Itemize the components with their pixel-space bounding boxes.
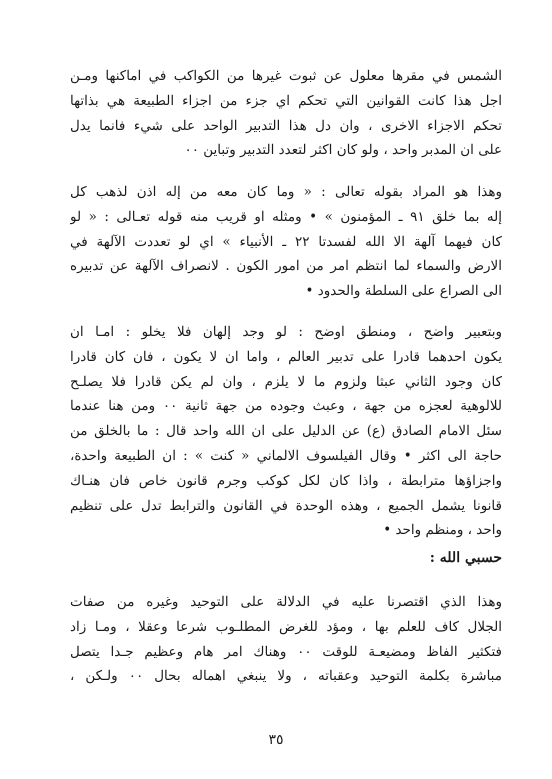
text-line: تحكم الاجزاء الاخرى ، وان دل هذا التدبير الواحد على شيء فانما يدل — [70, 117, 502, 134]
paragraph-1 — [70, 64, 502, 163]
text-line: الشمس في مقرها معلول عن ثبوت غيرها من الكواكب في اماكنها ومـن — [70, 68, 502, 84]
paragraph-3 — [70, 320, 502, 543]
section-heading: حسبي الله : — [429, 550, 502, 566]
text-line: يكون احدهما قادرا على تدبير العالم ، واما ان لا يكون ، فان كان قادرا — [70, 348, 502, 365]
text-line: وهذا الذي اقتصرنا عليه في الدلالة على التوحيد وغيره من صفات — [70, 594, 502, 610]
text-line: الى الصراع على السلطة والحدود • — [305, 283, 502, 300]
text-line: الارض والسماء لما انتظم امر من امور الكون . لانصراف الآلهة عن تدبيره — [70, 258, 502, 275]
text-line: حاجة الى اكثر • وقال الفيلسوف الالماني « كنت » : ان الطبيعة واحدة، — [70, 447, 502, 464]
text-line: للالوهية لعجزه من جهة ، وعبث وجوده من جهة ثانية ٠٠ ومن هنا عندما — [70, 398, 502, 415]
paragraph-4 — [70, 590, 502, 689]
text-line: الجلال كاف للعلم بها ، ومؤد للغرض المطلـوب شرعا وعقلا ، ومـا زاد — [70, 618, 502, 635]
text-line: وبتعبير واضح ، ومنطق اوضح : لو وجد إلهان فلا يخلو : امـا ان — [70, 324, 502, 340]
text-line: إله بما خلق ٩١ ـ المؤمنون » • ومثله او قريب منه قوله تعـالى : « لو — [70, 208, 502, 225]
text-line: كان وجود الثاني عبثا ولزوم ما لا يلزم ، وان لم يكن قادرا فلا يصلـح — [70, 373, 502, 390]
text-line: وهذا هو المراد بقوله تعالى : « وما كان معه من إله اذن لذهب كل — [70, 184, 502, 200]
text-line: واجزاؤها مترابطة ، واذا كان لكل كوكب وجرم قانون خاص فان هنـاك — [70, 472, 502, 489]
text-line: سئل الامام الصادق (ع) عن الدليل على ان الله واحد قال : ما بالخلق من — [70, 423, 502, 440]
text-line: اجل هذا كانت القوانين التي تحكم اي جزء من اجزاء الطبيعة هي بذاتها — [70, 92, 502, 109]
text-line: على ان المدبر واحد ، ولو كان اكثر لتعدد التدبير وتباين ٠٠ — [184, 142, 502, 159]
page-number: ٣٥ — [268, 732, 284, 748]
paragraph-2 — [70, 180, 502, 304]
text-line: مباشرة بكلمة التوحيد وعقباته ، ولا ينبغي اهماله بحال ٠٠ ولـكن ، — [70, 668, 502, 685]
text-line: فتكثير الفاظ ومضيعـة للوقت ٠٠ وهناك امر هام وعظيم جـدا يتصل — [70, 643, 502, 660]
text-line: واحد ، ومنظم واحد • — [383, 522, 502, 539]
text-line: قانونا يشمل الجميع ، وهذه الوحدة في القانون والترابط تدل على تنظيم — [70, 497, 502, 514]
text-line: كان فيهما آلهة الا الله لفسدتا ٢٢ ـ الأنبياء » اي لو تعددت الآلهة في — [70, 233, 502, 250]
